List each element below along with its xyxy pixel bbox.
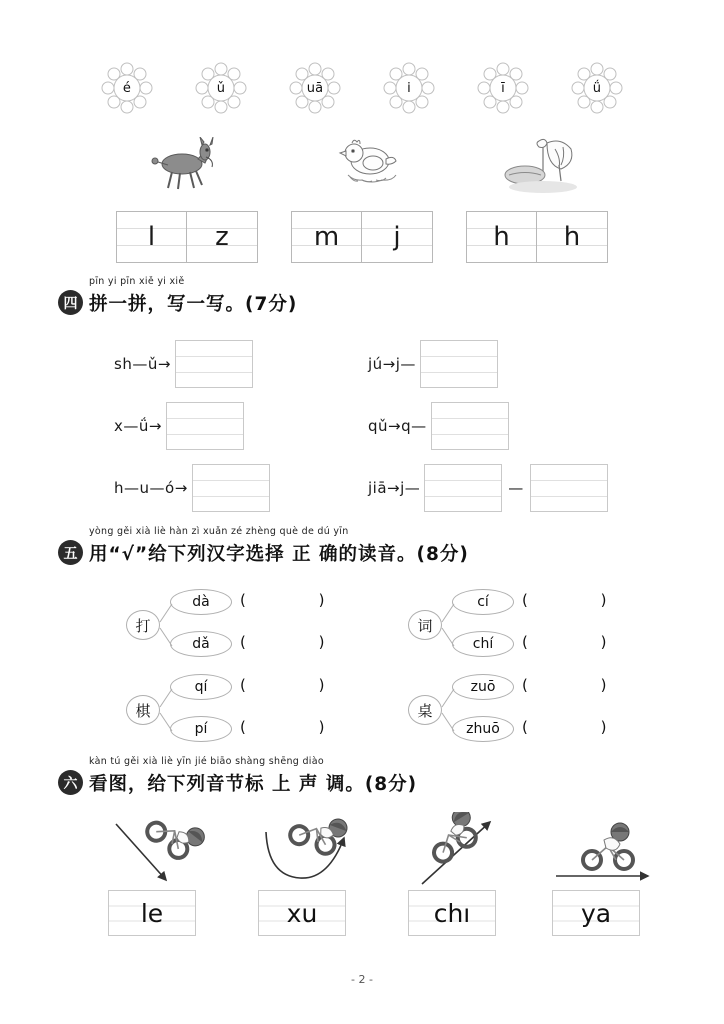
bike-uphill-illustration [408, 812, 558, 890]
grid-letter[interactable]: h [467, 212, 537, 262]
tone-item-xu [258, 812, 408, 936]
section-number-badge: 六 [58, 770, 83, 795]
choice-character: 打 [126, 610, 160, 640]
tone-item-chi [408, 812, 558, 936]
flower-syllable-6 [571, 62, 623, 114]
choice-bracket[interactable]: ( ) [522, 633, 641, 651]
flower-syllable-2 [195, 62, 247, 114]
choice-option[interactable]: dà [170, 589, 232, 615]
grid-letter[interactable]: z [215, 222, 229, 252]
exercise-row [0, 464, 724, 526]
letter-grid-cell-2 [275, 211, 450, 263]
syllable-box[interactable]: chı [408, 890, 496, 936]
donkey-illustration [142, 137, 224, 195]
exercise-row [0, 340, 724, 402]
choice-bracket[interactable]: ( ) [240, 633, 359, 651]
exercise-prompt: jiā→j— [368, 479, 421, 497]
section-four-exercises [0, 340, 724, 526]
exercise-prompt: h—u—ó→ [114, 479, 188, 497]
exercise-item-jia-j [368, 464, 608, 512]
answer-box[interactable] [431, 402, 509, 450]
pinyin-grid [116, 211, 258, 263]
flower-syllable-text: uā [306, 80, 324, 96]
choice-option[interactable]: zuō [452, 674, 514, 700]
choice-option[interactable]: dǎ [170, 631, 232, 657]
section-four-title: 拼一拼，写一写。(7分) [89, 294, 298, 315]
grid-letter[interactable]: l [117, 212, 187, 262]
exercise-item-sh-u [114, 340, 253, 388]
pinyin-grid [291, 211, 433, 263]
grid-letter[interactable]: h [563, 222, 581, 252]
choice-bracket[interactable]: ( ) [240, 676, 359, 694]
section-five-heading [58, 526, 469, 566]
letter-grid-cell-1 [100, 211, 275, 263]
flower-syllable-text: ī [501, 80, 505, 96]
syllable-box[interactable]: le [108, 890, 196, 936]
answer-box[interactable] [424, 464, 502, 512]
answer-box[interactable] [175, 340, 253, 388]
choice-item-ci [400, 586, 680, 664]
choice-option[interactable]: cí [452, 589, 514, 615]
picture-cell-3 [454, 133, 629, 195]
letter-grid-cell-3 [450, 211, 625, 263]
flower-syllable-1 [101, 62, 153, 114]
exercise-row [0, 402, 724, 464]
choice-option[interactable]: chí [452, 631, 514, 657]
tone-picture-chi [408, 812, 558, 890]
choice-bracket[interactable]: ( ) [240, 718, 359, 736]
bike-flat-illustration [552, 812, 702, 890]
choice-character: 词 [408, 610, 442, 640]
picture-cell-1 [96, 133, 271, 195]
tone-item-ya [552, 812, 702, 936]
picture-row [0, 133, 724, 195]
choice-bracket[interactable]: ( ) [240, 591, 359, 609]
tone-picture-ya [552, 812, 702, 890]
letter-grid-row [0, 211, 724, 263]
flower-syllable-row [0, 62, 724, 114]
exercise-prompt: x—ǘ→ [114, 417, 162, 435]
tone-picture-xu [258, 812, 408, 890]
flower-syllable-3 [289, 62, 341, 114]
exercise-item-qu-q [368, 402, 509, 450]
section-five-choices [0, 586, 724, 756]
lotus-illustration [495, 133, 587, 195]
exercise-prompt: sh—ǔ→ [114, 355, 171, 373]
answer-box[interactable] [530, 464, 608, 512]
syllable-box[interactable]: xu [258, 890, 346, 936]
section-five-title: 用“√”给下列汉字选择 正 确的读音。(8分) [89, 544, 469, 565]
bike-valley-illustration [258, 812, 408, 890]
choice-item-da [118, 586, 398, 664]
tone-picture-le [108, 812, 258, 890]
chick-illustration [326, 137, 406, 195]
section-number-badge: 四 [58, 290, 83, 315]
grid-letter[interactable]: m [292, 212, 362, 262]
flower-syllable-text: i [407, 80, 411, 96]
section-four-heading [58, 276, 298, 316]
choice-item-qi [118, 671, 398, 749]
section-six-pinyin: kàn tú gěi xià liè yīn jié biāo shàng shēng diào [89, 756, 324, 767]
choice-option[interactable]: qí [170, 674, 232, 700]
choice-character: 棋 [126, 695, 160, 725]
choice-option[interactable]: zhuō [452, 716, 514, 742]
section-number-badge: 五 [58, 540, 83, 565]
answer-box[interactable] [166, 402, 244, 450]
flower-syllable-text: ǘ [592, 80, 602, 96]
exercise-prompt: jú→j— [368, 355, 416, 373]
exercise-item-x-u [114, 402, 244, 450]
exercise-item-ju-j [368, 340, 498, 388]
section-five-pinyin: yòng gěi xià liè hàn zì xuǎn zé zhèng què de dú yīn [89, 526, 349, 537]
bike-downhill-illustration [108, 812, 258, 890]
section-six-heading [58, 756, 418, 796]
choice-item-zhuo [400, 671, 680, 749]
choice-character: 桌 [408, 695, 442, 725]
flower-syllable-5 [477, 62, 529, 114]
choice-bracket[interactable]: ( ) [522, 718, 641, 736]
flower-syllable-text: ǔ [216, 80, 226, 96]
answer-box[interactable] [420, 340, 498, 388]
choice-bracket[interactable]: ( ) [522, 676, 641, 694]
flower-syllable-4 [383, 62, 435, 114]
exercise-item-h-u-o [114, 464, 270, 512]
flower-syllable-text: é [122, 80, 132, 96]
grid-letter[interactable]: j [393, 222, 401, 252]
page-number: - 2 - [351, 973, 373, 986]
tone-item-le [108, 812, 258, 936]
choice-bracket[interactable]: ( ) [522, 591, 641, 609]
pinyin-grid [466, 211, 608, 263]
exercise-separator: — [508, 479, 524, 497]
syllable-box[interactable]: ya [552, 890, 640, 936]
section-six-title: 看图，给下列音节标 上 声 调。(8分) [89, 774, 418, 795]
section-four-pinyin: pīn yi pīn xiě yi xiě [89, 276, 185, 287]
choice-option[interactable]: pí [170, 716, 232, 742]
exercise-prompt: qǔ→q— [368, 417, 427, 435]
answer-box[interactable] [192, 464, 270, 512]
picture-cell-2 [279, 133, 454, 195]
